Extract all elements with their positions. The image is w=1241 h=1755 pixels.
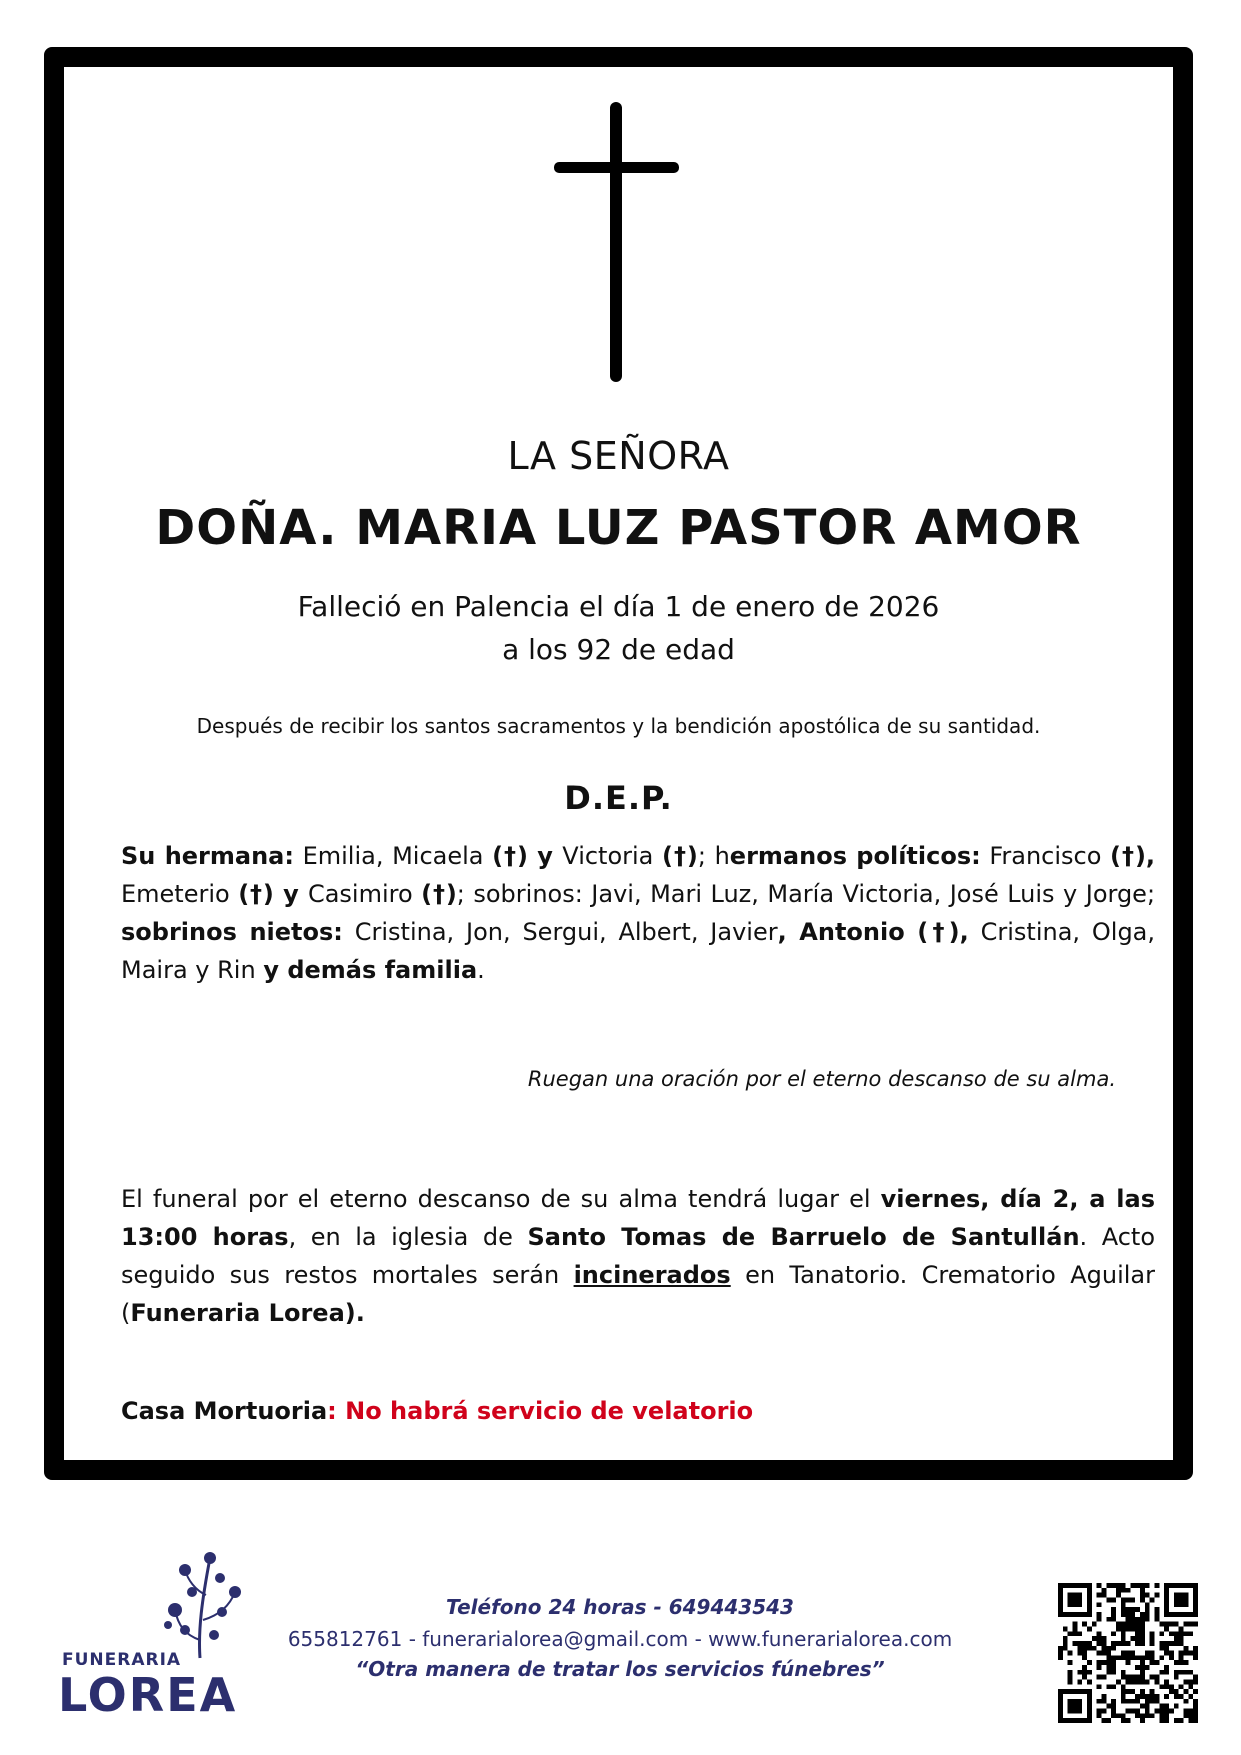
and-word: y — [527, 842, 563, 870]
slogan: “Otra manera de tratar los servicios fúnebres” — [355, 1657, 885, 1681]
francisco: Francisco — [980, 842, 1111, 870]
deceased-name: DOÑA. MARIA LUZ PASTOR AMOR — [155, 500, 1082, 556]
dagger: (†) — [238, 880, 274, 908]
funeral-date: viernes, día 2, a las 13:00 horas — [121, 1185, 1155, 1251]
family-paragraph — [121, 837, 1155, 989]
casimiro: Casimiro — [307, 880, 422, 908]
sacraments-line: Después de recibir los santos sacramentos y la bendición apostólica de su santidad. — [196, 714, 1041, 738]
crematorium: en Tanatorio. Crematorio Aguilar ( — [121, 1261, 1155, 1327]
age-line: a los 92 de edad — [502, 633, 735, 666]
demas-familia: y demás familia — [263, 956, 478, 984]
funeraria-logo — [50, 1550, 238, 1722]
hermana-names: Emilia, Micaela — [293, 842, 493, 870]
funeral-intro: El funeral por el eterno descanso de su alma tendrá lugar el — [121, 1185, 881, 1213]
emeterio: Emeterio — [121, 880, 239, 908]
separator: ; h — [697, 842, 730, 870]
colon: : — [971, 842, 981, 870]
cross-icon — [64, 102, 1173, 402]
funeral-paragraph — [121, 1180, 1155, 1332]
dagger: (†) — [421, 880, 457, 908]
after-church: . Acto seguido sus restos mortales serán — [121, 1223, 1156, 1289]
politicos-label: ermanos políticos — [729, 842, 972, 870]
period: . — [477, 956, 485, 984]
phone-line: Teléfono 24 horas - 649443543 — [446, 1595, 794, 1619]
obituary-frame — [44, 47, 1193, 1480]
hermana-label: Su hermana: — [121, 842, 294, 870]
dagger: (†) — [492, 842, 528, 870]
sobrinos-text: ; sobrinos: Javi, Mari Luz, María Victoria, José Luis y Jorge; — [456, 880, 1156, 908]
dep-heading: D.E.P. — [564, 779, 673, 817]
title-label: LA SEÑORA — [507, 434, 730, 478]
footer-contact — [250, 1595, 990, 1681]
casa-value: No habrá servicio de velatorio — [336, 1397, 754, 1425]
logo-small-text: FUNERARIA — [62, 1650, 182, 1670]
casa-mortuoria — [121, 1397, 753, 1425]
church-name: Santo Tomas de Barruelo de Santullán — [527, 1223, 1080, 1251]
qr-code — [1058, 1583, 1198, 1723]
casa-label: Casa Mortuoria — [121, 1397, 328, 1425]
death-line: Falleció en Palencia el día 1 de enero de 2026 — [297, 590, 940, 623]
dagger: (†) — [662, 842, 698, 870]
funeraria-name: Funeraria Lorea — [130, 1299, 345, 1327]
incinerados: incinerados — [573, 1261, 731, 1289]
prayer-line: Ruegan una oración por el eterno descanso de su alma. — [527, 1067, 1116, 1091]
antonio: , Antonio (†), — [777, 918, 969, 946]
close-paren: ). — [344, 1299, 365, 1327]
nietos-names: Cristina, Jon, Sergui, Albert, Javier — [342, 918, 778, 946]
and-word: y — [273, 880, 308, 908]
rest-names: Cristina, Olga, Maira y Rin — [121, 918, 1156, 984]
victoria: Victoria — [562, 842, 662, 870]
casa-colon: : — [327, 1397, 337, 1425]
sobrinos-nietos-label: sobrinos nietos: — [121, 918, 343, 946]
plant-icon — [140, 1550, 260, 1660]
logo-big-text: LOREA — [58, 1668, 238, 1722]
contact-line: 655812761 - funerarialorea@gmail.com - www.funerarialorea.com — [287, 1627, 953, 1651]
church-intro: , en la iglesia de — [288, 1223, 528, 1251]
dagger: (†), — [1110, 842, 1156, 870]
